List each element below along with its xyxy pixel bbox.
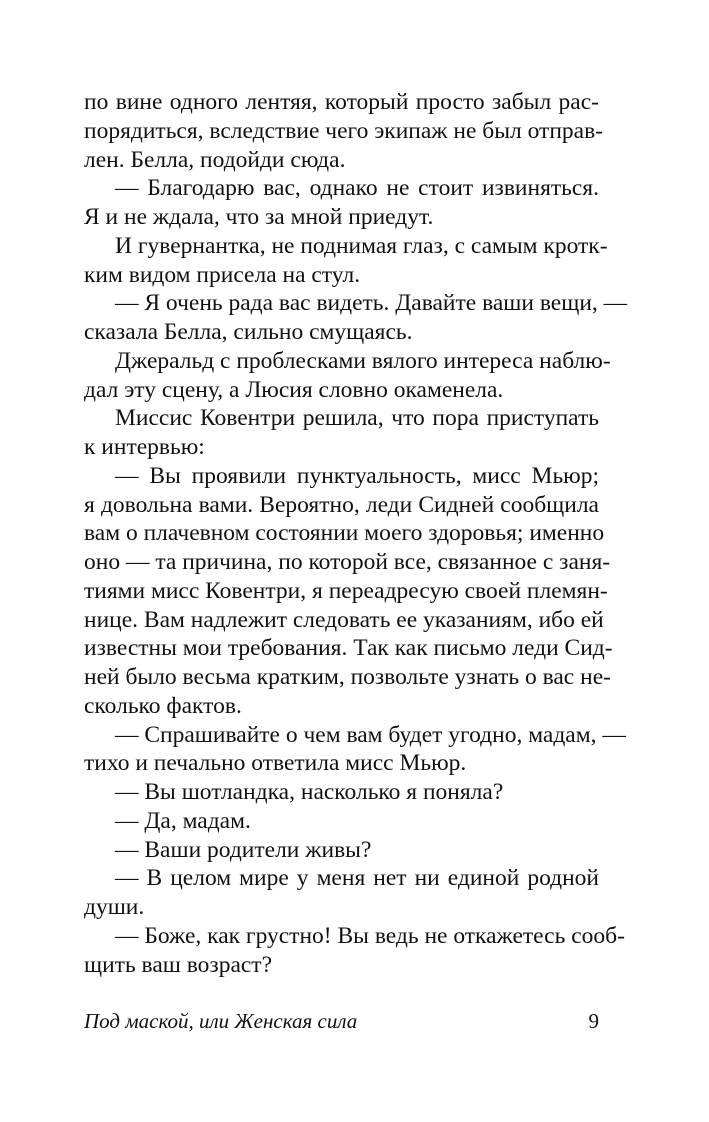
text-line: — Я очень рада вас видеть. Давайте ваши вещи, — xyxy=(115,290,628,317)
running-title: Под маской, или Женская сила xyxy=(84,1009,358,1033)
book-page-text xyxy=(84,88,628,979)
text-line: — Спрашивайте о чем вам будет угодно, мадам, — xyxy=(115,721,626,748)
text-line: — Да, мадам. xyxy=(115,807,251,834)
text-line: дал эту сцену, а Люсия словно окаменела. xyxy=(84,376,504,403)
text-line: души. xyxy=(84,894,145,920)
text-line: — В целом мире у меня нет ни единой родной xyxy=(115,865,599,892)
text-line: оно — та причина, по которой все, связанное с заня- xyxy=(84,549,611,575)
text-line: — Вы шотландка, насколько я поняла? xyxy=(115,779,504,805)
text-line: нице. Вам надлежит следовать ее указаниям, ибо ей xyxy=(84,606,604,633)
text-line: тиями мисс Ковентри, я переадресую своей племян- xyxy=(84,577,608,604)
text-line: Миссис Ковентри решила, что пора приступать xyxy=(115,405,599,432)
text-line: по вине одного лентяя, который просто забыл рас- xyxy=(84,89,599,115)
text-line: ким видом присела на стул. xyxy=(84,261,361,288)
text-line: порядиться, вследствие чего экипаж не был отправ- xyxy=(84,117,604,144)
text-line: вам о плачевном состоянии моего здоровья; именно xyxy=(84,520,605,547)
text-line: к интервью: xyxy=(84,434,205,460)
text-line: сказала Белла, сильно смущаясь. xyxy=(84,319,413,345)
text-line: Джеральд с проблесками вялого интереса наблю- xyxy=(115,347,611,374)
text-line: — Ваши родители живы? xyxy=(115,836,372,863)
text-line: — Вы проявили пунктуальность, мисс Мьюр; xyxy=(115,462,599,489)
text-line: сколько фактов. xyxy=(84,692,242,719)
text-line: — Благодарю вас, однако не стоит извиняться. xyxy=(115,175,599,202)
text-line: лен. Белла, подойди сюда. xyxy=(84,146,346,173)
page-number: 9 xyxy=(588,1009,599,1033)
text-line: известны мои требования. Так как письмо леди Сид- xyxy=(84,635,613,662)
text-line: Я и не ждала, что за мной приедут. xyxy=(84,204,434,230)
text-line: тихо и печально ответила мисс Мьюр. xyxy=(84,750,467,777)
text-line: щить ваш возраст? xyxy=(84,951,272,978)
page-footer xyxy=(84,1006,599,1036)
text-line: ней было весьма кратким, позвольте узнать о вас не- xyxy=(84,664,611,690)
text-line: — Боже, как грустно! Вы ведь не откажетесь сооб- xyxy=(115,922,625,949)
text-line: И гувернантка, не поднимая глаз, с самым кротк- xyxy=(115,232,608,259)
text-line: я довольна вами. Вероятно, леди Сидней сообщила xyxy=(84,491,599,518)
